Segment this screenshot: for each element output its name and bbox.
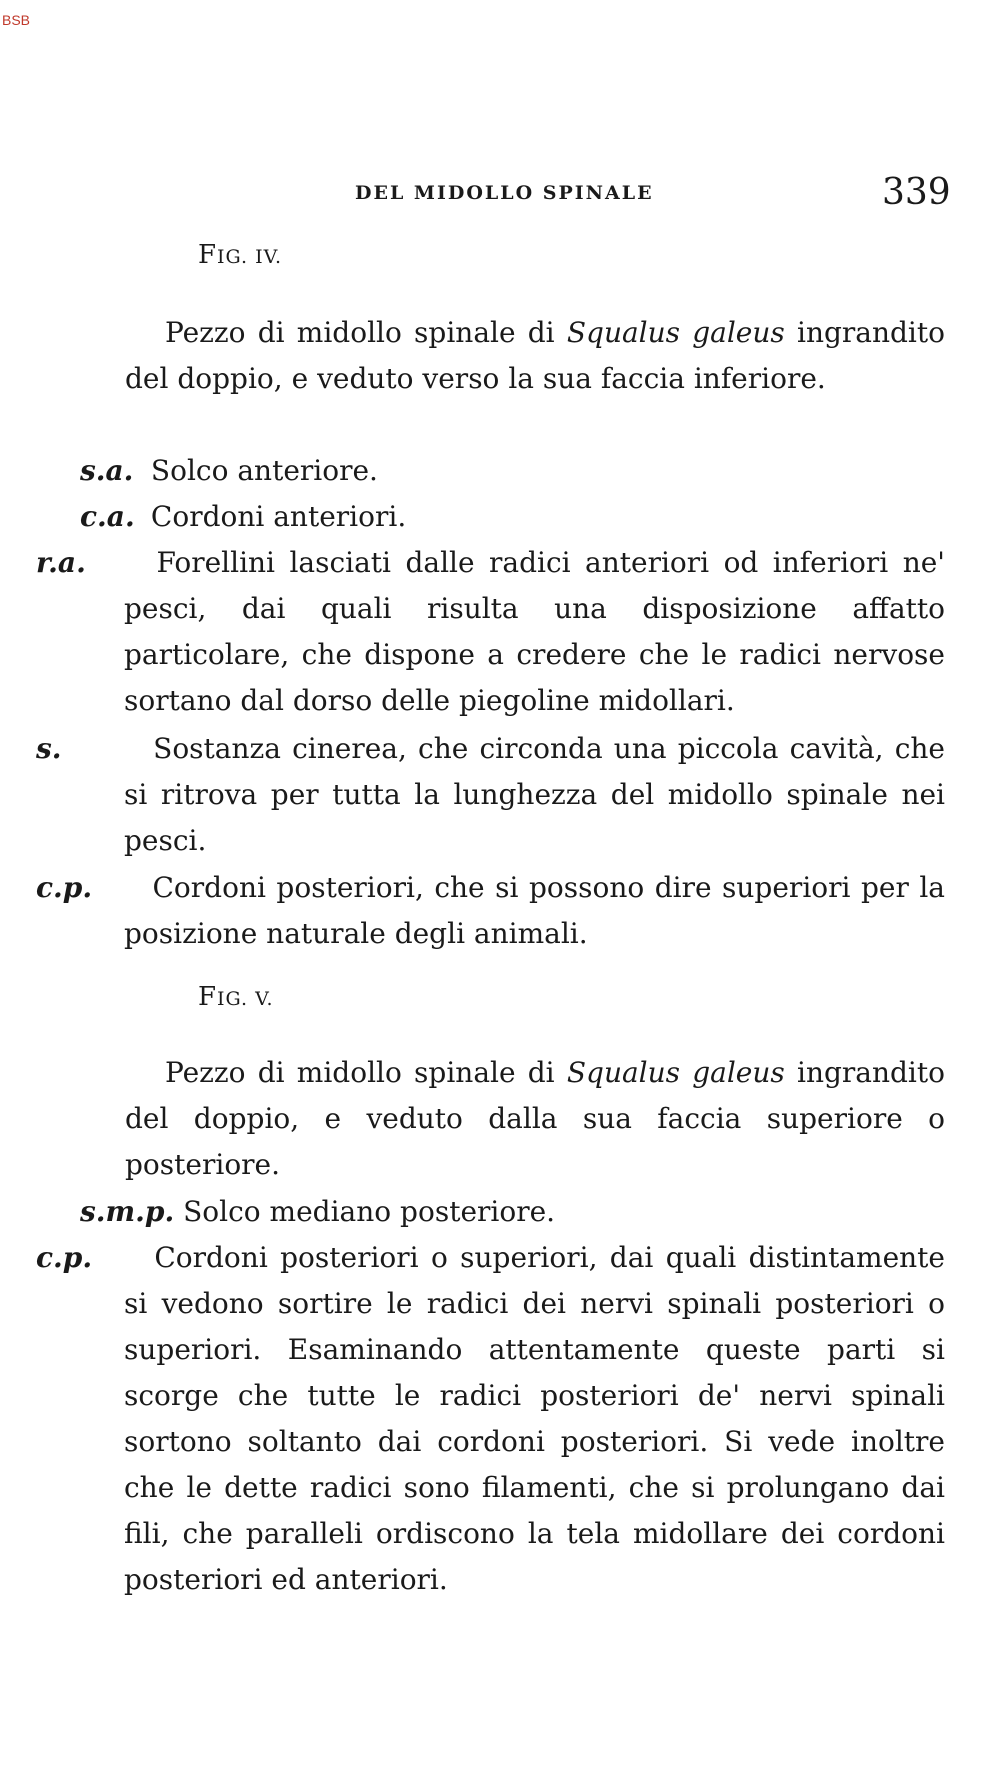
figure-v-description: Pezzo di midollo spinale di Squalus galeus ingrandito del doppio, e veduto dalla sua faccia superiore o posteriore. bbox=[125, 1056, 945, 1181]
figure-iv-item-cp: c.p. Cordoni posteriori, che si possono dire superiori per la posizione naturale degli animali. bbox=[36, 871, 945, 950]
page-number: 339 bbox=[882, 172, 951, 213]
figure-iv-item-ca: c.a. Cordoni anteriori. bbox=[80, 500, 407, 533]
library-stamp: BSB bbox=[2, 12, 31, 28]
figure-iv-item-ra: r.a. Forellini lasciati dalle radici anteriori od inferiori ne' pesci, dai quali risulta una disposizione affatto particolare, che dispone a credere che le radici nervose sortano dal dorso delle piegoline midollari. bbox=[36, 546, 945, 717]
running-header: DEL MIDOLLO SPINALE bbox=[355, 182, 654, 204]
figure-v-item-cp: c.p. Cordoni posteriori o superiori, dai quali distintamente si vedono sortire le radici dei nervi spinali posteriori o superiori. Esaminando attentamente queste parti si scorge che tutte le radici posteriori de' nervi spinali sortono soltanto dai cordoni posteriori. Si vede inoltre che le dette radici sono filamenti, che si prolungano dai fili, che paralleli ordiscono la tela midollare dei cordoni posteriori ed anteriori. bbox=[36, 1241, 945, 1596]
figure-iv-title: FIG. IV. bbox=[198, 240, 283, 270]
figure-iv-item-s: s. Sostanza cinerea, che circonda una piccola cavità, che si ritrova per tutta la lunghezza del midollo spinale nei pesci. bbox=[36, 732, 945, 857]
figure-v-item-smp: s.m.p. Solco mediano posteriore. bbox=[80, 1195, 556, 1228]
figure-iv-description: Pezzo di midollo spinale di Squalus galeus ingrandito del doppio, e veduto verso la sua faccia inferiore. bbox=[125, 316, 945, 395]
figure-v-title: FIG. V. bbox=[198, 982, 274, 1012]
figure-iv-item-sa: s.a. Solco anteriore. bbox=[80, 454, 378, 487]
